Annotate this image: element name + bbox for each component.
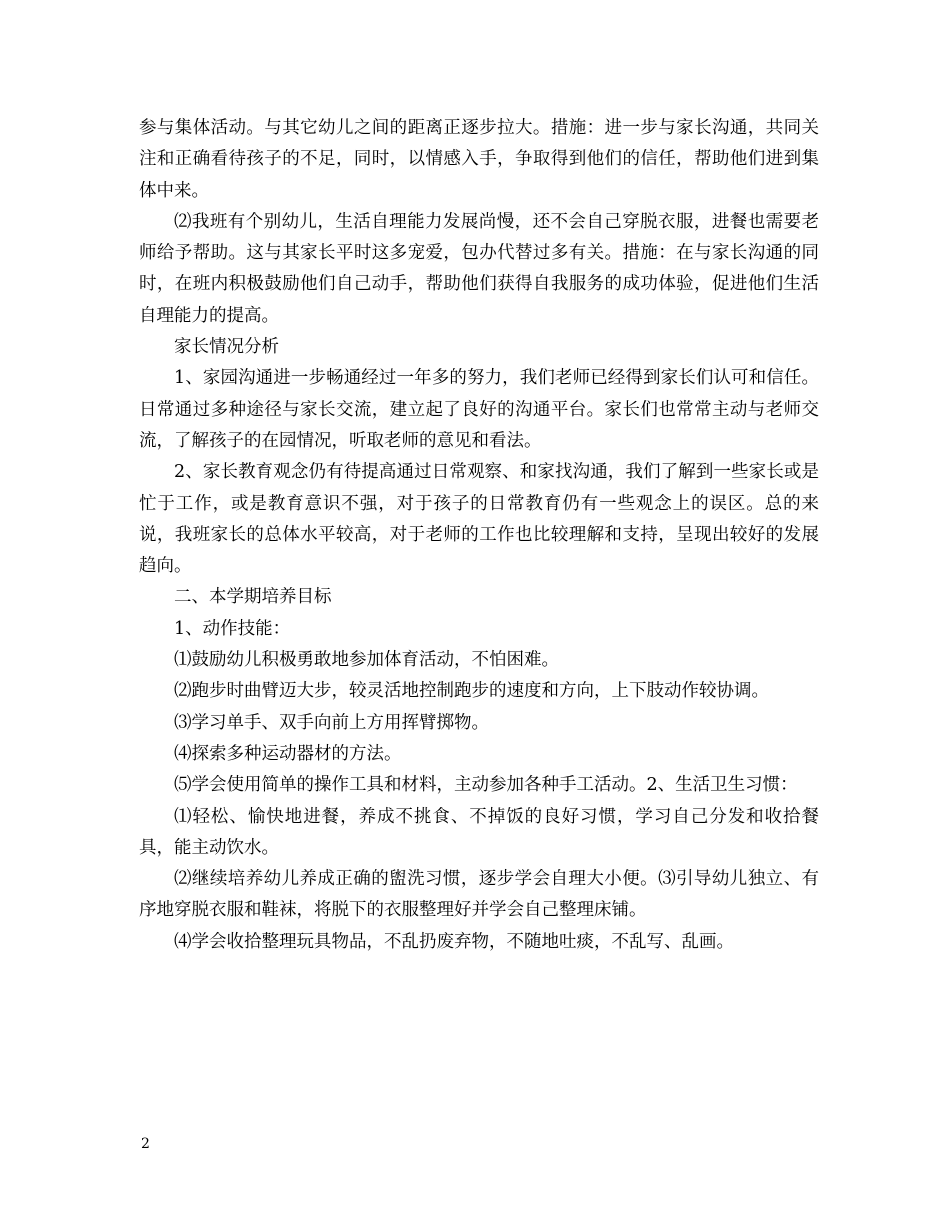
list-item-hygiene-4: ⑷学会收拾整理玩具物品，不乱扔废弃物，不随地吐痰，不乱写、乱画。	[174, 931, 734, 952]
paragraph-self-care-issue: ⑵我班有个别幼儿，生活自理能力发展尚慢，还不会自己穿脱衣服，进餐也需要老师给予帮助。这与其家长平时这多宠爱，包办代替过多有关。措施：在与家长沟通的同时，在班内积极鼓励他们自己动手，帮助他们获得自我服务的成功体验，促进他们生活自理能力的提高。	[139, 211, 819, 326]
list-item-motor-3: ⑶学习单手、双手向前上方用挥臂掷物。	[174, 712, 489, 733]
list-item-motor-1: ⑴鼓励幼儿积极勇敢地参加体育活动，不怕困难。	[174, 650, 559, 671]
section-heading-semester-goals: 二、本学期培养目标	[174, 587, 332, 608]
list-item-motor-4: ⑷探索多种运动器材的方法。	[174, 743, 402, 764]
paragraph-parent-education-concepts: 2、家长教育观念仍有待提高通过日常观察、和家找沟通，我们了解到一些家长或是忙于工作，或是教育意识不强，对于孩子的日常教育仍有一些观念上的误区。总的来说，我班家长的总体水平较高，对于老师的工作也比较理解和支持，呈现出较好的发展趋向。	[139, 462, 819, 577]
page-number: 2	[141, 1136, 150, 1152]
document-body	[139, 113, 819, 958]
list-item-hygiene-1: ⑴轻松、愉快地进餐，养成不挑食、不掉饭的良好习惯，学习自己分发和收拾餐具，能主动饮水。	[139, 806, 819, 858]
section-heading-parent-analysis: 家长情况分析	[174, 337, 279, 358]
list-item-motor-5: ⑸学会使用简单的操作工具和材料，主动参加各种手工活动。2、生活卫生习惯：	[174, 775, 798, 796]
paragraph-home-school-communication: 1、家园沟通进一步畅通经过一年多的努力，我们老师已经得到家长们认可和信任。日常通过多种途径与家长交流，建立起了良好的沟通平台。家长们也常常主动与老师交流，了解孩子的在园情况，听取老师的意见和看法。	[139, 368, 819, 451]
list-item-motor-2: ⑵跑步时曲臂迈大步，较灵活地控制跑步的速度和方向，上下肢动作较协调。	[174, 681, 769, 702]
subheading-motor-skills: 1、动作技能：	[174, 618, 291, 639]
paragraph-intro-continuation: 参与集体活动。与其它幼儿之间的距离正逐步拉大。措施：进一步与家长沟通，共同关注和正确看待孩子的不足，同时，以情感入手，争取得到他们的信任，帮助他们进到集体中来。	[139, 118, 819, 201]
list-item-hygiene-2: ⑵继续培养幼儿养成正确的盥洗习惯，逐步学会自理大小便。⑶引导幼儿独立、有序地穿脱衣服和鞋袜，将脱下的衣服整理好并学会自己整理床铺。	[139, 869, 819, 921]
